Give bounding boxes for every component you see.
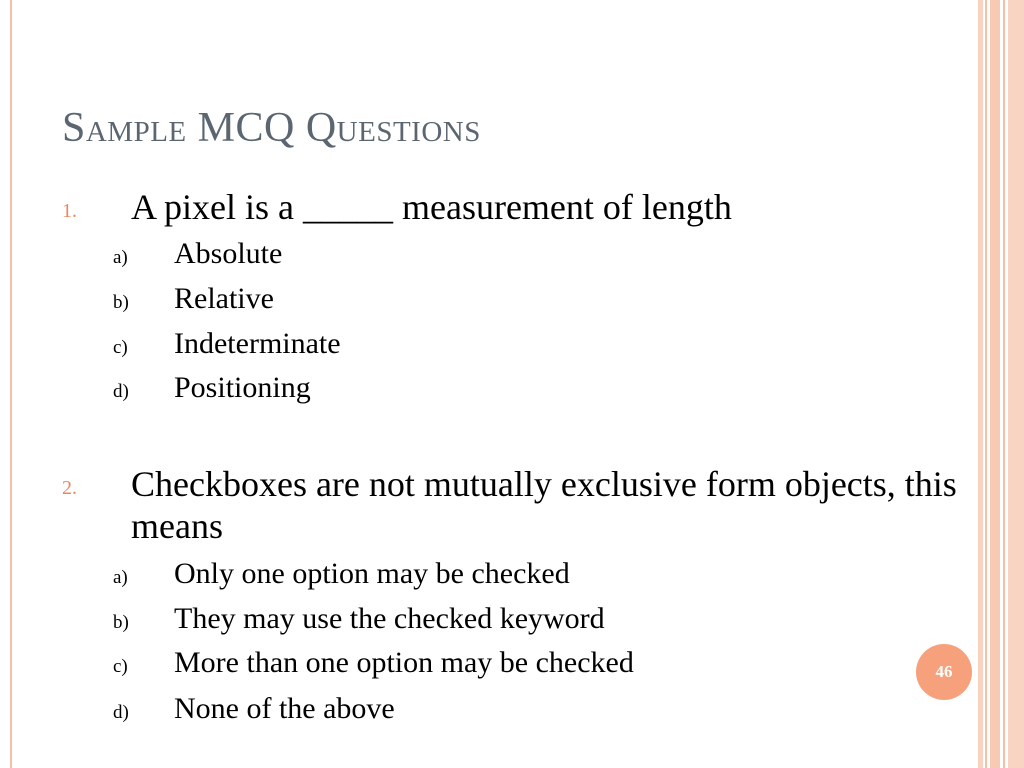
- right-decorative-stripe: [990, 0, 1000, 768]
- option-text: Absolute: [174, 237, 283, 270]
- option-letter: b): [113, 292, 129, 313]
- option-letter: a): [113, 247, 128, 268]
- option-text: None of the above: [174, 692, 395, 725]
- option-text: Only one option may be checked: [174, 557, 570, 590]
- right-decorative-stripe: [978, 0, 983, 768]
- option-2b: [0, 602, 900, 642]
- option-letter: d): [113, 381, 129, 402]
- right-decorative-stripe: [985, 0, 987, 768]
- option-text: They may use the checked keyword: [174, 602, 605, 635]
- option-1c: [0, 327, 900, 367]
- option-2d: [0, 692, 900, 732]
- right-decorative-stripe: [1008, 0, 1024, 768]
- option-2a: [0, 557, 900, 597]
- question-text: A pixel is a _____ measurement of length: [131, 187, 732, 227]
- option-1d: [0, 371, 900, 411]
- slide-title: Sample MCQ Questions: [62, 105, 481, 151]
- option-text: Indeterminate: [174, 327, 341, 360]
- option-letter: c): [113, 337, 128, 358]
- option-text: Relative: [174, 282, 274, 315]
- option-1a: [0, 237, 900, 277]
- option-letter: b): [113, 612, 129, 633]
- question-number: 2.: [62, 477, 77, 499]
- page-number-badge: 46: [916, 644, 972, 700]
- right-decorative-stripe: [1003, 0, 1005, 768]
- option-1b: [0, 282, 900, 322]
- option-text: Positioning: [174, 371, 311, 404]
- option-letter: c): [113, 656, 128, 677]
- question-number: 1.: [62, 200, 77, 222]
- option-letter: a): [113, 567, 128, 588]
- question-text: Checkboxes are not mutually exclusive form objects, this means: [131, 464, 957, 546]
- option-2c: [0, 646, 900, 686]
- option-text: More than one option may be checked: [174, 646, 634, 679]
- option-letter: d): [113, 702, 129, 723]
